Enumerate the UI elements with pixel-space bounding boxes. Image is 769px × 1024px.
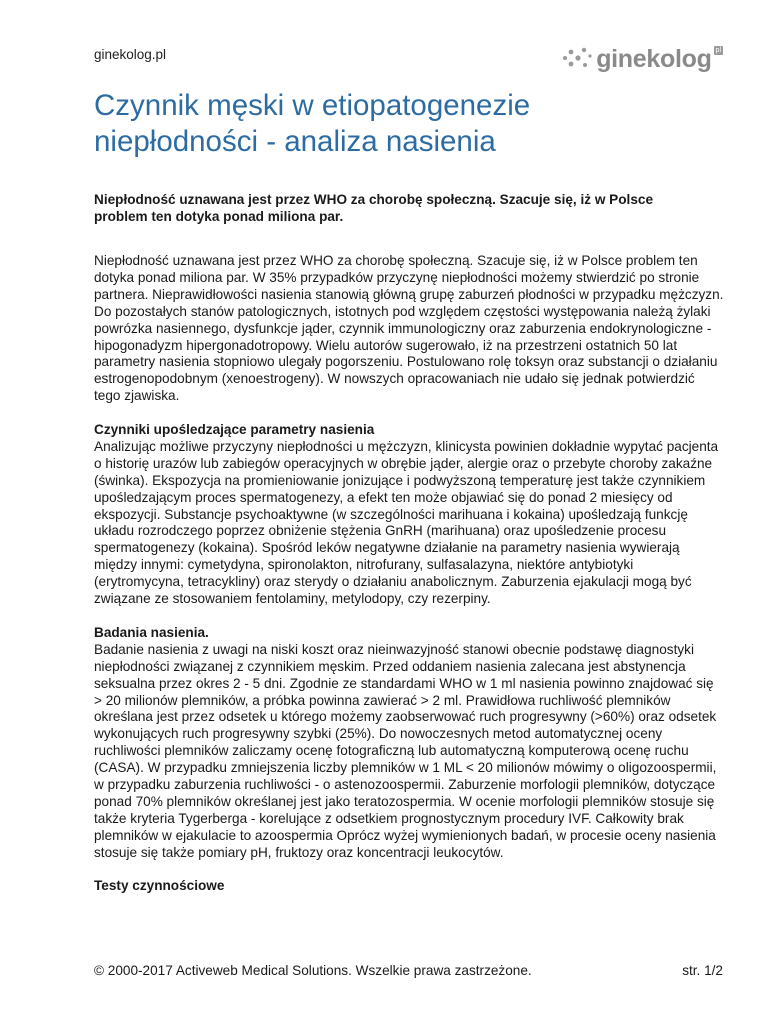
article-title: Czynnik męski w etiopatogenezie niepłodności - analiza nasienia [94, 89, 531, 158]
logo-text: ginekolog [596, 45, 712, 73]
section-heading-semen-analysis: Badania nasienia. [94, 624, 209, 640]
section-heading-functional-tests: Testy czynnościowe [94, 878, 225, 894]
intro-paragraph: Niepłodność uznawana jest przez WHO za chorobę społeczną. Szacuje się, iż w Polsce problem ten dotyka ponad miliona par. W 35% przypadków przyczynę niepłodności możemy stwierdzić po stronie partnera. Nieprawidłowości nasienia stanowią główną grupę zaburzeń płodności w przypadku mężczyzn. Do pozostałych stanów patologicznych, istotnych pod względem częstości występowania należą żylaki powrózka nasiennego, dysfunkcje jąder, czynnik immunologiczny oraz zaburzenia endokrynologiczne - hipogonadyzm hipergonadotropowy. Wielu autorów sugerowało, iż na przestrzeni ostatnich 50 lat parametry nasienia stopniowo ulegały pogorszeniu. Postulowano rolę toksyn oraz substancji o działaniu estrogenopodobnym (xenoestrogeny). W nowszych opracowaniach nie udało się jednak potwierdzić tego zjawiska. [94, 253, 724, 404]
footer-copyright: © 2000-2017 Activeweb Medical Solutions. Wszelkie prawa zastrzeżone. [94, 963, 532, 978]
site-url: ginekolog.pl [94, 47, 167, 62]
section-text-factors: Analizując możliwe przyczyny niepłodności u mężczyzn, klinicysta powinien dokładnie wypytać pacjenta o historię urazów lub zabiegów operacyjnych w obrębie jąder, alergie oraz o przebyte choroby zakaźne (świnka). Ekspozycja na promieniowanie jonizujące i podwyższoną temperaturę jest także czynnikiem upośledzającym proces spermatogenezy, a efekt ten może objawiać się do ponad 2 miesięcy od ekspozycji. Substancje psychoaktywne (w szczególności marihuana i kokaina) upośledzają funkcję układu rozrodczego poprzez obniżenie stężenia GnRH (marihuana) oraz upośledzenie procesu spermatogenezy (kokaina). Spośród leków negatywne działanie na parametry nasienia wywierają między innymi: cymetydyna, spironolakton, nitrofurany, sulfasalazyna, niektóre antybiotyki (erytromycyna, tetracykliny) oraz sterydy o działaniu anabolicznym. Zaburzenia ejakulacji mogą być związane ze stosowaniem fentolaminy, metylodopy, czy rezerpiny. [94, 438, 719, 607]
section-heading-factors: Czynniki upośledzające parametry nasienia [94, 422, 375, 438]
article-lead: Niepłodność uznawana jest przez WHO za chorobę społeczną. Szacuje się, iż w Polsce problem ten dotyka ponad miliona par. [94, 192, 654, 224]
section-text-semen-analysis: Badanie nasienia z uwagi na niski koszt oraz nieinwazyjność stanowi obecnie podstawę diagnostyki niepłodności związanej z czynnikiem męskim. Przed oddaniem nasienia zalecana jest abstynencja seksualna przez okres 2 - 5 dni. Zgodnie ze standardami WHO w 1 ml nasienia powinno znajdować się > 20 milionów plemników, a próbka powinna zawierać > 2 ml. Prawidłowa ruchliwość plemników określana jest przez odsetek u którego możemy zaobserwować ruch progresywny (>60%) oraz odsetek wykonujących ruch progresywny szybki (25%). Do nowoczesnych metod automatycznej oceny ruchliwości plemników zaliczamy ocenę fotograficzną lub automatyczną komputerową ocenę ruchu (CASA). W przypadku zmniejszenia liczby plemników w 1 ML < 20 milionów mówimy o oligozoospermii, w przypadku zaburzenia ruchliwości - o astenozoospermii. Zaburzenie morfologii plemników, dotyczące ponad 70% plemników określanej jest jako teratozospermia. W ocenie morfologii plemników stosuje się także kryteria Tygerberga - korelujące z odsetkiem prognostycznym procedury IVF. Całkowity brak plemników w ejakulacie to azoospermia Oprócz wyżej wymienionych badań, w procesie oceny nasienia stosuje się także pomiary pH, fruktozy oraz koncentracji leukocytów. [94, 641, 717, 860]
article-body [94, 253, 724, 895]
ginekolog-logo [562, 44, 723, 72]
logo-dots-icon [562, 44, 592, 70]
page-number: str. 1/2 [682, 963, 723, 978]
logo-badge: pl [715, 47, 721, 54]
